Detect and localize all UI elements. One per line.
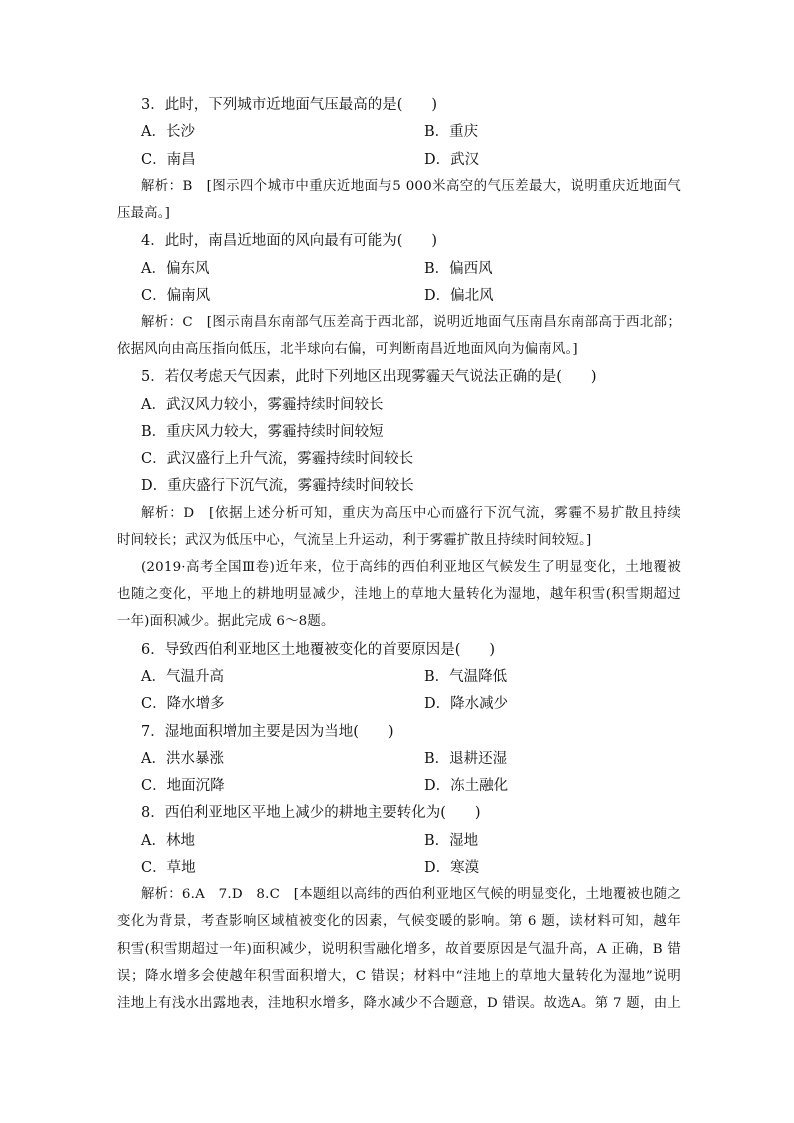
question-3-stem: 3．此时，下列城市近地面气压最高的是( ): [141, 97, 438, 113]
question-8-option-c: C．草地: [141, 860, 196, 876]
question-6-option-b: B．气温降低: [424, 669, 508, 685]
question-3-option-c: C．南昌: [141, 152, 196, 168]
question-4-option-a: A．偏东风: [141, 261, 210, 277]
answer-3-line-2: 压最高。]: [117, 206, 171, 221]
question-4-option-d: D．偏北风: [424, 288, 494, 304]
question-7-option-b: B．退耕还湿: [424, 751, 508, 767]
question-6-option-c: C．降水增多: [141, 696, 225, 712]
answer-6-8-line-5: 洼地上有浅水出露地表，洼地积水增多，降水减少不合题意，D 错误。故选A。第 7 题，由上: [117, 996, 681, 1011]
material-line-2: 也随之变化，平地上的耕地明显减少，洼地上的草地大量转化为湿地，越年积雪(积雪期超过: [117, 587, 681, 602]
question-3-option-d: D．武汉: [424, 152, 480, 168]
question-5-stem: 5．若仅考虑天气因素，此时下列地区出现雾霾天气说法正确的是( ): [141, 369, 597, 385]
question-3-option-a: A．长沙: [141, 124, 195, 140]
question-5-option-a: A．武汉风力较小，雾霾持续时间较长: [141, 397, 384, 413]
question-8-option-b: B．湿地: [424, 833, 479, 849]
question-4-option-c: C．偏南风: [141, 288, 211, 304]
question-7-stem: 7．湿地面积增加主要是因为当地( ): [141, 724, 394, 740]
question-4-option-b: B．偏西风: [424, 261, 493, 277]
question-7-option-d: D．冻土融化: [424, 778, 509, 794]
question-5-option-c: C．武汉盛行上升气流，雾霾持续时间较长: [141, 451, 414, 467]
material-line-1: (2019·高考全国Ⅲ卷)近年来，位于高纬的西伯利亚地区气候发生了明显变化，土地覆被: [141, 560, 681, 575]
answer-3-line-1: 解析：B [图示四个城市中重庆近地面与5 000米高空的气压差最大，说明重庆近地面气: [141, 179, 681, 194]
answer-4-line-1: 解析：C [图示南昌东南部气压差高于西北部，说明近地面气压南昌东南部高于西北部；: [141, 315, 681, 330]
question-3-option-b: B．重庆: [424, 124, 479, 140]
question-7-option-c: C．地面沉降: [141, 778, 225, 794]
answer-6-8-line-3: 积雪(积雪期超过一年)面积减少，说明积雪融化增多，故首要原因是气温升高，A 正确，B 错: [117, 942, 681, 957]
answer-6-8-line-1: 解析：6.A 7.D 8.C [本题组以高纬的西伯利亚地区气候的明显变化，土地覆被也随之: [141, 887, 681, 902]
question-4-stem: 4．此时，南昌近地面的风向最有可能为( ): [141, 233, 438, 249]
question-7-option-a: A．洪水暴涨: [141, 751, 224, 767]
question-6-stem: 6．导致西伯利亚地区土地覆被变化的首要原因是( ): [141, 642, 496, 658]
question-6-option-d: D．降水减少: [424, 696, 509, 712]
question-5-option-d: D．重庆盛行下沉气流，雾霾持续时间较长: [141, 478, 414, 494]
question-8-option-a: A．林地: [141, 833, 195, 849]
answer-6-8-line-2: 变化为背景，考查影响区域植被变化的因素，气候变暖的影响。第 6 题，读材料可知，越年: [117, 914, 681, 929]
answer-5-line-2: 时间较长；武汉为低压中心，气流呈上升运动，利于雾霾扩散且持续时间较短。]: [117, 533, 592, 548]
question-6-option-a: A．气温升高: [141, 669, 224, 685]
answer-4-line-2: 依据风向由高压指向低压，北半球向右偏，可判断南昌近地面风向为偏南风。]: [117, 342, 578, 357]
answer-6-8-line-4: 误；降水增多会使越年积雪面积增大，C 错误；材料中“洼地上的草地大量转化为湿地”说明: [117, 969, 681, 984]
question-8-stem: 8．西伯利亚地区平地上减少的耕地主要转化为( ): [141, 805, 481, 821]
question-8-option-d: D．寒漠: [424, 860, 480, 876]
question-5-option-b: B．重庆风力较大，雾霾持续时间较短: [141, 424, 384, 440]
material-line-3: 一年)面积减少。据此完成 6～8题。: [117, 614, 335, 629]
answer-5-line-1: 解析：D [依据上述分析可知，重庆为高压中心而盛行下沉气流，雾霾不易扩散且持续: [141, 506, 681, 521]
